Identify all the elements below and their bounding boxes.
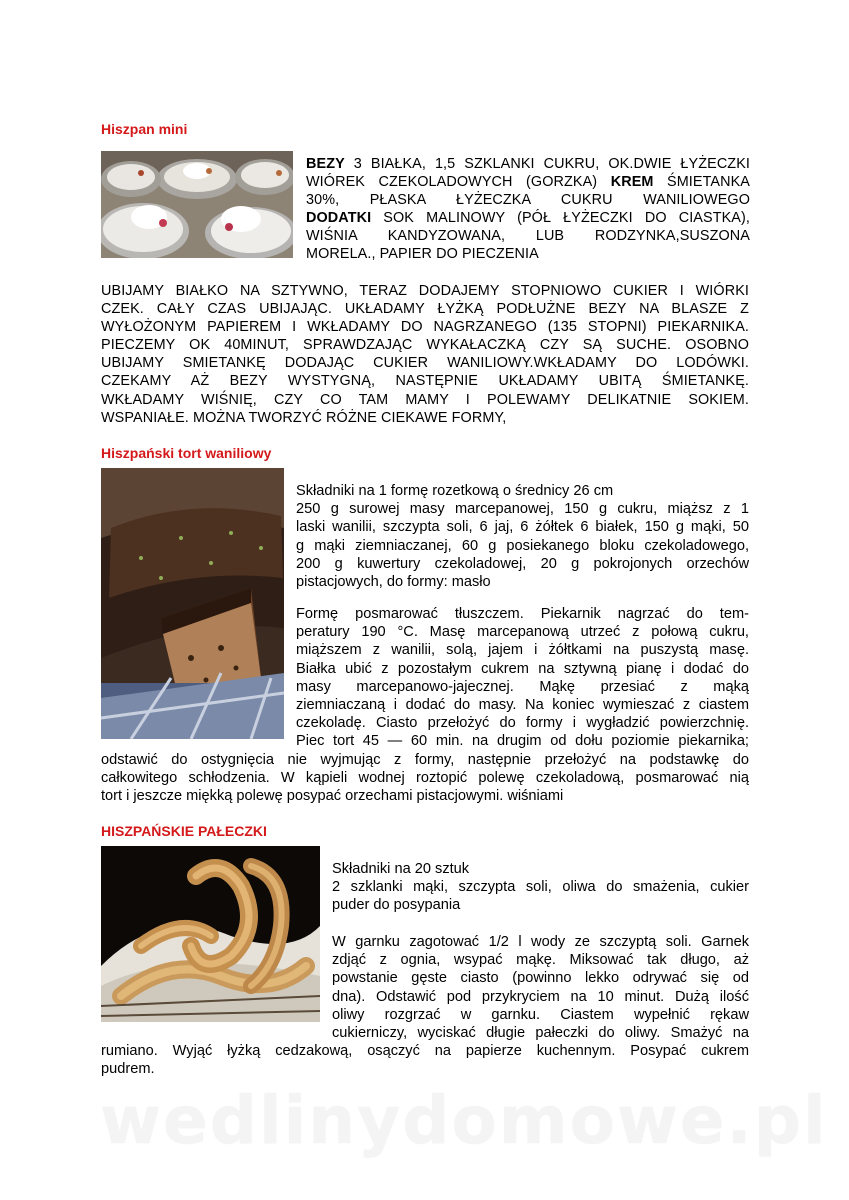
recipe-title-tort-waniliowy: Hiszpański tort waniliowy: [101, 445, 272, 461]
method-hiszpan-mini: UBIJAMY BIAŁKO NA SZTYWNO, TERAZ DODAJEMY STOPNIOWO CUKIER I WIÓRKI CZEK. CAŁY CZAS UBIJAJĄC. UKŁADAMY ŁYŻKĄ PODŁUŻNE BEZY NA BLASZE Z WYŁOŻONYM PAPIEREM I WKŁADAMY DO NAGRZANEGO (135 STOPNI) PIEKARNIKA. PIECZEMY OK 40MINUT, SPRAWDZAJĄC WYKAŁACZKĄ CZY SĄ SUCHE. OSOBNO UBIJAMY SMIETANKĘ DODAJĄC CUKIER WANILIOWY.WKŁADAMY DO LODÓWKI. CZEKAMY AŻ BEZY WYSTYGNĄ, NASTĘPNIE UKŁADAMY UBITĄ ŚMIETANKĘ. WKŁADAMY WIŚNIĘ, CZY CO TAM MAMY I POLEWAMY DELIKATNIE SOKIEM. WSPANIAŁE. MOŻNA TWORZYĆ RÓŻNE CIEKAWE FORMY,: [101, 283, 749, 426]
method-tort-waniliowy-narrow: Formę posmarować tłuszczem. Piekarnik nagrzać do tem- peratury 190 °C. Masę marcepanową utrzeć z połową cukru, miąższem z wanilii, solą, jajem i żółtkami na puszystą masę. Białka ubić z pozostałym cukrem na sztywną pianę i dodać do masy marcepanowo-jajecznej. Mąkę przesiać z mąką ziemniaczaną i dodać do masy. Na koniec wymieszać z ciastem czekoladę. Ciasto przełożyć do formy i wygładzić powierzchnię. Piec tort 45 — 60 min. na drugim od dołu poziomie piekarnika;: [296, 606, 749, 750]
churros-photo: [101, 846, 320, 1022]
ingredients-hiszpanskie-paleczki: Składniki na 20 sztuk 2 szklanki mąki, szczypta soli, oliwa do smażenia, cukier puder do posypania: [332, 861, 749, 914]
meringue-photo: [101, 151, 293, 258]
ingredients-tort-waniliowy: Składniki na 1 formę rozetkową o średnicy 26 cm 250 g surowej masy marcepanowej, 150 g cukru, miąższ z 1 laski wanilii, szczypta soli, 6 jaj, 6 żółtek 6 białek, 150 g mąki, 50 g mąki ziemniaczanej, 60 g posiekanego bloku czekoladowego, 200 g kuwertury czekoladowej, 20 g pokrojonych orzechów pistacjowych, do formy: masło: [296, 483, 749, 591]
method-hiszpanskie-paleczki-narrow: W garnku zagotować 1/2 l wody ze szczyptą soli. Garnek zdjąć z ognia, wsypać mąkę. Miksować tak długo, aż powstanie gęste ciasto (powinno lekko odrywać się od dna). Odstawić pod przykryciem na 10 minut. Dużą ilość oliwy rozgrzać w garnku. Ciastem wypełnić rękaw cukierniczy, wyciskać długie pałeczki do oliwy. Smażyć na: [332, 934, 749, 1042]
ingredients-hiszpan-mini: BEZY 3 BIAŁKA, 1,5 SZKLANKI CUKRU, OK.DWIE ŁYŻECZKI WIÓREK CZEKOLADOWYCH (GORZKA) KREM ŚMIETANKA 30%, PŁASKA ŁYŻECZKA CUKRU WANILIOWEGO DODATKI SOK MALINOWY (PÓŁ ŁYŻECZKI DO CIASTKA), WIŚNIA KANDYZOWANA, LUB RODZYNKA,SUSZONA MORELA., PAPIER DO PIECZENIA: [306, 156, 750, 263]
label-bezy: BEZY: [306, 156, 345, 172]
method-tort-waniliowy-wide: odstawić do ostygnięcia nie wyjmując z formy, następnie przełożyć na podstawkę do całkowitego schłodzenia. W kąpieli wodnej roztopić polewę czekoladową, posmarować nią tort i jeszcze miękką polewę posypać orzechami pistacjowymi. wiśniami: [101, 752, 749, 805]
label-krem: KREM: [610, 174, 654, 191]
chocolate-cake-photo: [101, 468, 284, 739]
method-hiszpanskie-paleczki-wide: rumiano. Wyjąć łyżką cedzakową, osączyć na papierze kuchennym. Posypać cukrem pudrem.: [101, 1043, 749, 1078]
label-dodatki: DODATKI: [306, 210, 372, 227]
watermark: wedlinydomowe.pl: [100, 1082, 828, 1159]
recipe-title-hiszpan-mini: Hiszpan mini: [101, 121, 188, 137]
recipe-title-hiszpanskie-paleczki: HISZPAŃSKIE PAŁECZKI: [101, 823, 267, 839]
